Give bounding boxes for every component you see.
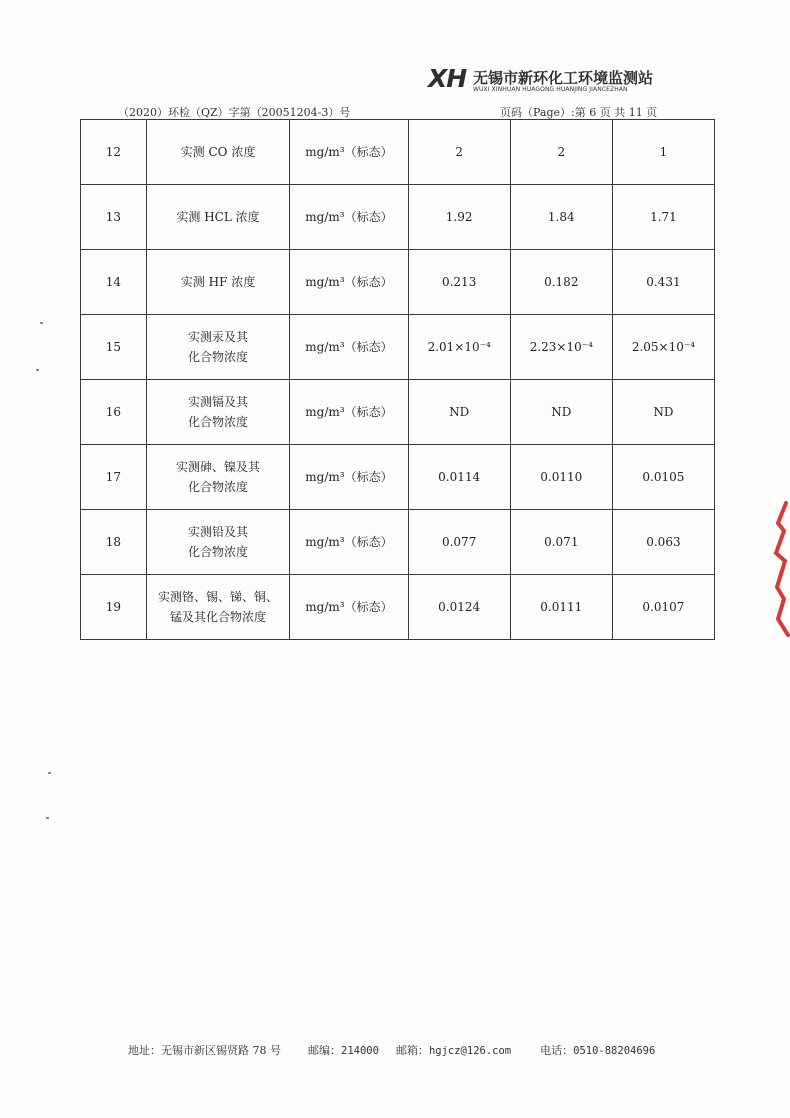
measured-value: 2.01×10⁻⁴ bbox=[408, 315, 510, 380]
item-name bbox=[146, 575, 290, 640]
table-row bbox=[81, 250, 715, 315]
measured-value: 0.0114 bbox=[408, 445, 510, 510]
results-table-body bbox=[81, 120, 715, 640]
measured-value: 0.0105 bbox=[612, 445, 714, 510]
unit: mg/m³（标态） bbox=[290, 510, 408, 575]
item-name-line: 实测 HF 浓度 bbox=[180, 275, 256, 289]
row-number: 16 bbox=[81, 380, 147, 445]
item-name bbox=[146, 380, 290, 445]
footer-address: 地址：无锡市新区锡贤路 78 号 bbox=[128, 1044, 281, 1057]
measured-value: 0.213 bbox=[408, 250, 510, 315]
item-name-line: 实测铅及其 bbox=[188, 525, 249, 539]
item-name-line: 实测铬、锡、锑、铜、 bbox=[158, 590, 279, 604]
measured-value: 0.077 bbox=[408, 510, 510, 575]
scan-speck bbox=[48, 772, 51, 774]
station-name-cn: 无锡市新环化工环境监测站 bbox=[473, 69, 654, 87]
item-name bbox=[146, 510, 290, 575]
footer-postcode: 214000 bbox=[341, 1045, 379, 1057]
item-name bbox=[146, 315, 290, 380]
footer-phone-label: 电话： bbox=[540, 1044, 574, 1057]
item-name bbox=[146, 185, 290, 250]
measured-value: 0.071 bbox=[510, 510, 612, 575]
item-name-line: 化合物浓度 bbox=[188, 415, 249, 429]
measured-value: 0.063 bbox=[612, 510, 714, 575]
table-row bbox=[81, 315, 715, 380]
footer-contact bbox=[128, 1042, 655, 1058]
station-logo bbox=[428, 64, 668, 96]
row-number: 17 bbox=[81, 445, 147, 510]
item-name-line: 锰及其化合物浓度 bbox=[170, 610, 267, 624]
item-name bbox=[146, 445, 290, 510]
unit: mg/m³（标态） bbox=[290, 575, 408, 640]
red-seal-edge bbox=[772, 495, 790, 645]
measured-value: 0.0111 bbox=[510, 575, 612, 640]
item-name-line: 化合物浓度 bbox=[188, 545, 249, 559]
measured-value: ND bbox=[408, 380, 510, 445]
item-name bbox=[146, 250, 290, 315]
item-name-line: 实测 HCL 浓度 bbox=[176, 210, 260, 224]
table-row bbox=[81, 575, 715, 640]
measured-value: ND bbox=[510, 380, 612, 445]
item-name-line: 化合物浓度 bbox=[188, 350, 249, 364]
table-row bbox=[81, 510, 715, 575]
table-row bbox=[81, 380, 715, 445]
footer-phone: 0510-88204696 bbox=[573, 1045, 656, 1057]
row-number: 14 bbox=[81, 250, 147, 315]
unit: mg/m³（标态） bbox=[290, 445, 408, 510]
measured-value: 1.84 bbox=[510, 185, 612, 250]
unit: mg/m³（标态） bbox=[290, 250, 408, 315]
table-row bbox=[81, 120, 715, 185]
measured-value: 0.431 bbox=[612, 250, 714, 315]
measured-value: 1.92 bbox=[408, 185, 510, 250]
station-name-en: WUXI XINHUAN HUAGONG HUANJING JIANCEZHAN bbox=[473, 86, 628, 93]
measured-value: 2 bbox=[408, 120, 510, 185]
row-number: 12 bbox=[81, 120, 147, 185]
footer-email-label: 邮箱： bbox=[395, 1044, 429, 1057]
measured-value: 0.0110 bbox=[510, 445, 612, 510]
row-number: 13 bbox=[81, 185, 147, 250]
item-name-line: 实测 CO 浓度 bbox=[180, 145, 256, 159]
measured-value: 2.23×10⁻⁴ bbox=[510, 315, 612, 380]
item-name-line: 实测汞及其 bbox=[188, 330, 249, 344]
measured-value: 0.182 bbox=[510, 250, 612, 315]
measured-value: 1 bbox=[612, 120, 714, 185]
scan-speck bbox=[46, 817, 49, 819]
item-name-line: 实测镉及其 bbox=[188, 395, 249, 409]
unit: mg/m³（标态） bbox=[290, 380, 408, 445]
item-name bbox=[146, 120, 290, 185]
scan-speck bbox=[40, 322, 43, 324]
scan-speck bbox=[36, 369, 39, 371]
measured-value: 2.05×10⁻⁴ bbox=[612, 315, 714, 380]
page-indicator: 页码（Page）:第 6 页 共 11 页 bbox=[500, 106, 658, 119]
measured-value: 0.0124 bbox=[408, 575, 510, 640]
table-row bbox=[81, 185, 715, 250]
footer-postcode-label: 邮编： bbox=[308, 1044, 341, 1057]
footer-email: hgjcz@126.com bbox=[428, 1045, 512, 1057]
measured-value: 0.0107 bbox=[612, 575, 714, 640]
measured-value: 2 bbox=[510, 120, 612, 185]
unit: mg/m³（标态） bbox=[290, 315, 408, 380]
table-row bbox=[81, 445, 715, 510]
results-table bbox=[80, 119, 715, 640]
unit: mg/m³（标态） bbox=[290, 185, 408, 250]
row-number: 19 bbox=[81, 575, 147, 640]
item-name-line: 实测砷、镍及其 bbox=[176, 460, 261, 474]
item-name-line: 化合物浓度 bbox=[188, 480, 249, 494]
row-number: 15 bbox=[81, 315, 147, 380]
measured-value: 1.71 bbox=[612, 185, 714, 250]
measured-value: ND bbox=[612, 380, 714, 445]
unit: mg/m³（标态） bbox=[290, 120, 408, 185]
logo-mark: XH bbox=[428, 64, 467, 93]
row-number: 18 bbox=[81, 510, 147, 575]
document-number: （2020）环检（QZ）字第（20051204-3）号 bbox=[118, 106, 351, 119]
